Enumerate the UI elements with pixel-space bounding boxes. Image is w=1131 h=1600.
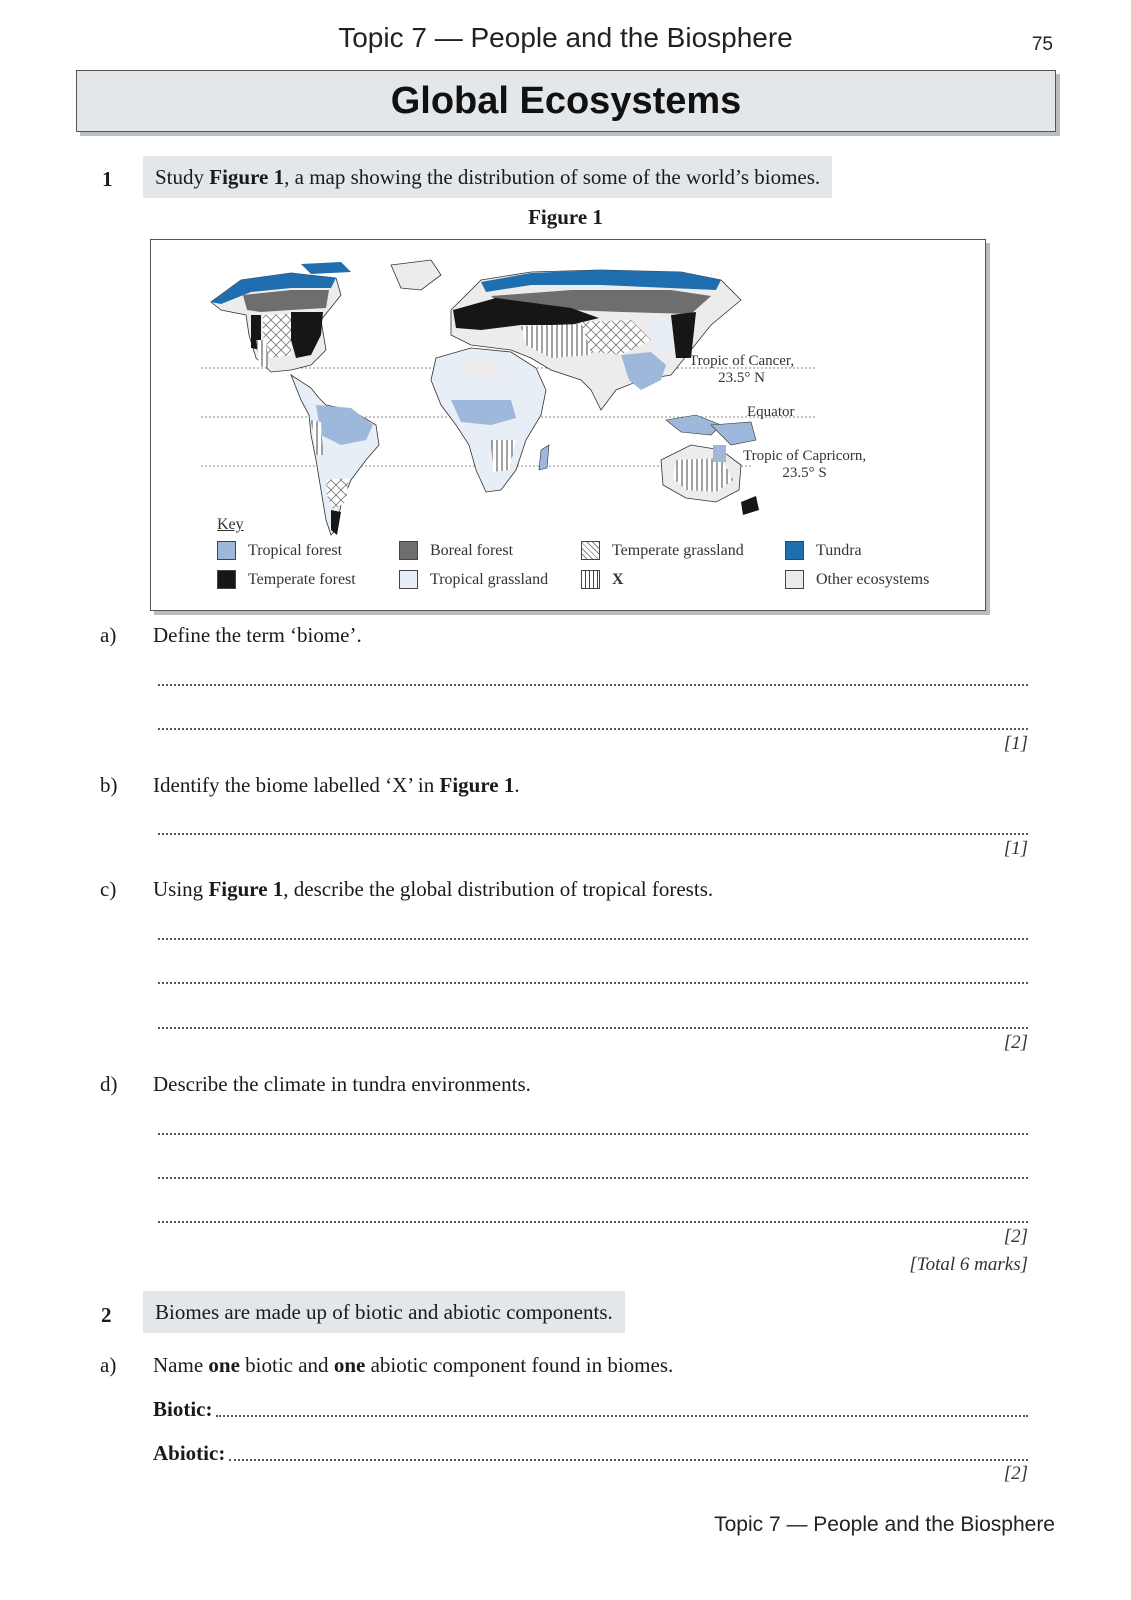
q1a-marks: [1] (1003, 733, 1028, 754)
answer-line[interactable] (158, 982, 1028, 984)
tropic-of-capricorn-degrees: 23.5° S (782, 465, 827, 481)
abiotic-answer-line[interactable] (229, 1459, 1028, 1461)
key-item-temperate-forest (217, 570, 356, 589)
prompt-text-pre: Study (155, 165, 210, 189)
q2a-marks: [2] (1003, 1463, 1028, 1484)
title-box (76, 70, 1056, 132)
key-label: Tundra (816, 541, 862, 559)
tropic-of-cancer-label (689, 353, 794, 387)
answer-line[interactable] (158, 1221, 1028, 1223)
q1-total-marks: [Total 6 marks] (909, 1254, 1028, 1275)
question-2-number: 2 (101, 1303, 112, 1327)
question-1-prompt (143, 156, 832, 198)
boreal-forest-swatch (399, 541, 418, 560)
abiotic-label: Abiotic: (153, 1441, 226, 1465)
q1c-marks: [2] (1003, 1032, 1028, 1053)
abiotic-answer-row (153, 1441, 1028, 1466)
q1c-label: c) (100, 877, 117, 901)
equator-label: Equator (747, 404, 795, 420)
topic-header: Topic 7 — People and the Biosphere (338, 22, 793, 53)
key-title: Key (217, 516, 244, 533)
page-title: Global Ecosystems (390, 80, 742, 122)
south-america (291, 375, 379, 535)
key-item-tropical-grassland (399, 570, 548, 589)
page-number: 75 (1031, 34, 1053, 55)
biotic-answer-row (153, 1397, 1028, 1422)
key-item-tropical-forest (217, 541, 342, 560)
key-item-boreal-forest (399, 541, 513, 560)
key-item-temperate-grassland (581, 541, 744, 560)
africa (431, 348, 549, 492)
key-label: Other ecosystems (816, 570, 930, 588)
temperate-forest-swatch (217, 570, 236, 589)
q1d-text: Describe the climate in tundra environments. (153, 1072, 531, 1096)
q1b-figure-ref: Figure 1 (439, 773, 515, 797)
q2a-text (153, 1353, 673, 1378)
prompt-text-post: , a map showing the distribution of some of the world’s biomes. (284, 165, 821, 189)
key-label: Temperate forest (248, 570, 356, 588)
tropic-of-cancer-degrees: 23.5° N (718, 370, 765, 386)
q2a-text-part: abiotic component found in biomes. (365, 1353, 674, 1377)
other-ecosystems-swatch (785, 570, 804, 589)
q1b-marks: [1] (1003, 838, 1028, 859)
q2a-text-part: biotic and (239, 1353, 334, 1377)
q1b-label: b) (100, 773, 118, 797)
answer-line[interactable] (158, 1027, 1028, 1029)
biotic-label: Biotic: (153, 1397, 213, 1421)
answer-line[interactable] (158, 728, 1028, 730)
q1c-text-pre: Using (153, 877, 209, 901)
q1a-label: a) (100, 623, 117, 647)
figure-caption: Figure 1 (528, 205, 603, 229)
q1b-text-pre: Identify the biome labelled ‘X’ in (153, 773, 440, 797)
question-2-prompt: Biomes are made up of biotic and abiotic components. (143, 1291, 625, 1333)
prompt-figure-ref: Figure 1 (209, 165, 285, 189)
tropical-forest-swatch (217, 541, 236, 560)
q1b-text (153, 773, 520, 798)
answer-line[interactable] (158, 938, 1028, 940)
key-item-tundra (785, 541, 862, 560)
q1d-marks: [2] (1003, 1226, 1028, 1247)
biotic-answer-line[interactable] (216, 1415, 1028, 1417)
tropic-of-capricorn-label (743, 448, 866, 482)
temperate-grassland-swatch (581, 541, 600, 560)
tropic-of-capricorn-text: Tropic of Capricorn, (743, 448, 867, 464)
q1a-text: Define the term ‘biome’. (153, 623, 362, 647)
tropical-grassland-swatch (399, 570, 418, 589)
answer-line[interactable] (158, 684, 1028, 686)
q2a-label: a) (100, 1353, 117, 1377)
q1c-text-post: , describe the global distribution of tropical forests. (283, 877, 714, 901)
q1d-label: d) (100, 1072, 118, 1096)
q1c-figure-ref: Figure 1 (208, 877, 284, 901)
north-america (211, 260, 441, 372)
answer-line[interactable] (158, 1177, 1028, 1179)
tropic-of-cancer-text: Tropic of Cancer, (689, 353, 795, 369)
question-1-number: 1 (102, 167, 113, 191)
tundra-swatch (785, 541, 804, 560)
key-item-x (581, 570, 624, 589)
key-label: Temperate grassland (612, 541, 744, 559)
q2a-emphasis: one (333, 1353, 366, 1377)
key-label: Tropical forest (248, 541, 343, 559)
q1b-text-post: . (514, 773, 520, 797)
answer-line[interactable] (158, 1133, 1028, 1135)
answer-line[interactable] (158, 833, 1028, 835)
x-swatch (581, 570, 600, 589)
biome-map-figure (150, 239, 986, 611)
southeast-asia (666, 415, 756, 445)
key-item-other-ecosystems (785, 570, 929, 589)
key-label: Boreal forest (430, 541, 514, 559)
q2a-text-part: Name (153, 1353, 209, 1377)
key-label: Tropical grassland (430, 570, 549, 588)
key-label: X (612, 570, 624, 588)
page-footer: Topic 7 — People and the Biosphere (714, 1513, 1055, 1536)
q2a-emphasis: one (208, 1353, 240, 1377)
q1c-text (153, 877, 713, 902)
